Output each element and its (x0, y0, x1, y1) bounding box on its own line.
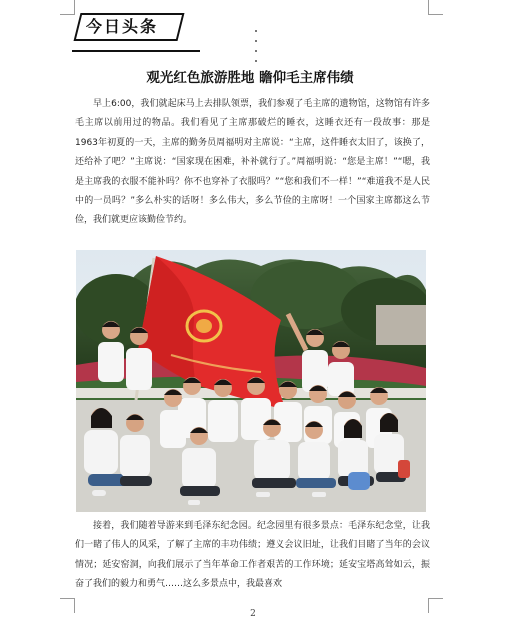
crop-mark-bottom-right (428, 598, 443, 613)
group-photo (76, 250, 426, 512)
section-logo-rule (72, 50, 200, 52)
crop-mark-top-right (428, 0, 443, 15)
crop-mark-bottom-left (60, 598, 75, 613)
article-paragraph-2: 接着，我们随着导游来到毛泽东纪念园。纪念园里有很多景点：毛泽东纪念堂，让我们一睹了伟人的风采，了解了主席的丰功伟绩；遵义会议旧址，让我们目睹了当年的会议情况；延安窑洞，向我们展示了当年革命工作者艰苦的工作环境；延安宝塔高耸如云，振奋了我们的毅力和勇气……这么多景点中，我最喜欢 (75, 521, 430, 590)
article-title: 观光红色旅游胜地 瞻仰毛主席伟绩 (146, 70, 354, 86)
text-cursor-marks (254, 30, 258, 66)
page-number: 2 (250, 609, 256, 619)
article-paragraph-1: 早上6:00，我们就起床马上去排队领票，我们参观了毛主席的遗物馆，这物馆有许多毛主席以前用过的物品。我们看见了主席那破烂的睡衣，这睡衣还有一段故事：那是1963年初夏的一天，主席的勤务员周福明对主席说：“主席，这件睡衣太旧了，该换了，还给补了吧？”主席说：“国家现在困难，补补就行了。”周福明说：“您是主席！”“嗯，我是主席我的衣服不能补吗？你不也穿补了衣服吗？”“您和我们不一样！”“难道我不是人民中的一员吗？”多么朴实的话呀！多么伟大，多么节俭的主席呀！一个国家主席都这么节俭，我们就更应该勤俭节约。 (75, 99, 430, 226)
crop-mark-top-left (60, 0, 75, 15)
section-logo-text: 今日头条 (86, 17, 159, 36)
